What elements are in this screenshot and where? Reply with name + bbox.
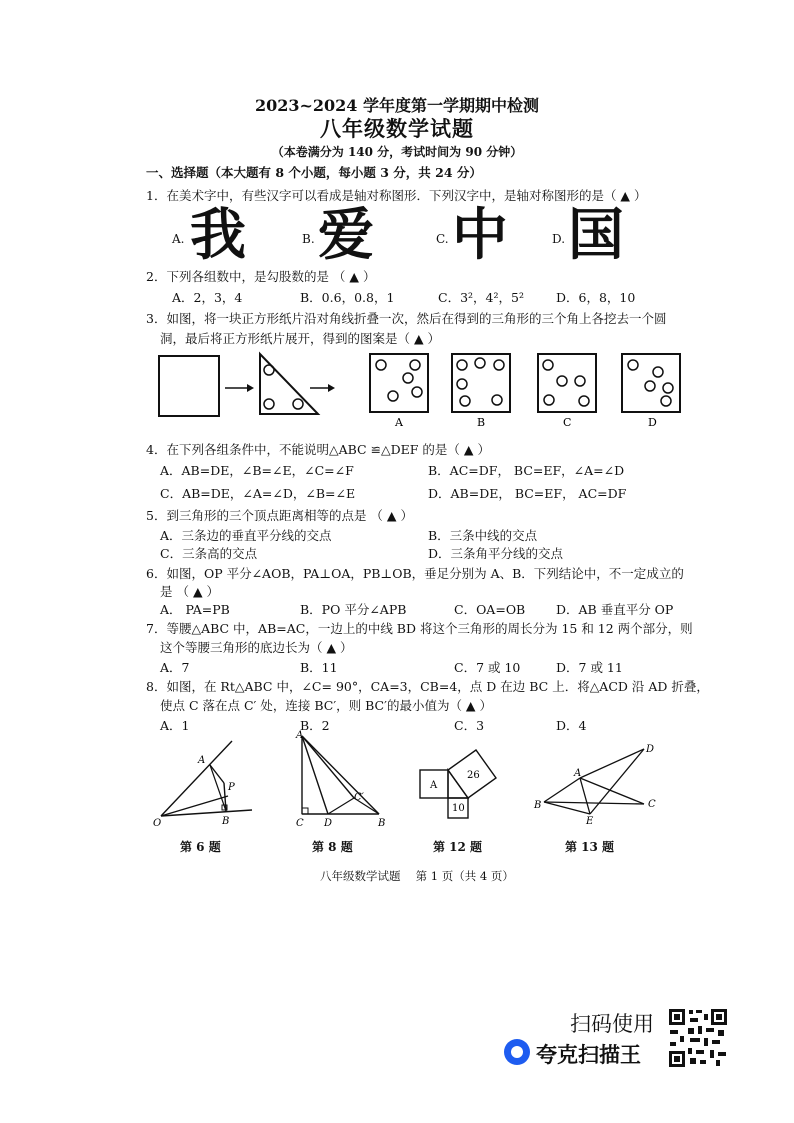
q8-option-a: A．1 [160, 718, 190, 733]
fig13-label-c: C [648, 799, 656, 810]
q4-option-c: C．AB=DE，∠A=∠D，∠B=∠E [160, 486, 356, 501]
q7-option-a: A．7 [160, 660, 190, 675]
q2-option-c: C．3²，4²，5² [438, 290, 524, 305]
q3-option-c-figure [538, 354, 596, 412]
q2-option-b: B．0.6，0.8，1 [300, 290, 395, 305]
arrow-icon [225, 384, 254, 392]
exam-subject: 八年级数学试题 [320, 116, 474, 141]
scanner-label: 扫码使用 [570, 1012, 654, 1036]
figure-8 [292, 728, 392, 830]
q6-option-c: C．OA=OB [454, 602, 526, 617]
q5-option-c: C．三条高的交点 [160, 546, 258, 561]
q1-option-a-letter: A. [172, 232, 185, 246]
q7-line1: 7．等腰△ABC 中，AB=AC，一边上的中线 BD 将这个三角形的周长分为 15 和 12 两个部分，则 [146, 621, 693, 636]
q1-option-b-letter: B. [302, 232, 315, 246]
fig12-label-26: 26 [467, 770, 480, 781]
square-paper-figure [159, 356, 219, 416]
q1-stem: 1．在美术字中，有些汉字可以看成是轴对称图形．下列汉字中，是轴对称图形的是（ ▲ ） [146, 188, 647, 203]
fig6-label-b: B [222, 816, 230, 827]
q3-label-c: C [563, 416, 572, 429]
q3-label-a: A [395, 416, 403, 429]
q5-option-d: D．三条角平分线的交点 [428, 546, 564, 561]
q8-line1: 8．如图，在 Rt△ABC 中，∠C= 90°，CA=3，CB=4，点 D 在边 BC 上．将△ACD 沿 AD 折叠， [146, 679, 709, 694]
q5-option-a: A．三条边的垂直平分线的交点 [160, 528, 332, 543]
qr-code-icon [668, 1008, 728, 1068]
q3-option-b-figure [452, 354, 510, 412]
q6-line2: 是 （ ▲ ） [160, 584, 220, 599]
fig13-caption: 第 13 题 [565, 840, 615, 854]
q1-option-c-letter: C. [436, 232, 449, 246]
scanner-brand: 夸克扫描王 [536, 1043, 641, 1067]
fig8-caption: 第 8 题 [312, 840, 353, 854]
q7-option-c: C．7 或 10 [454, 660, 521, 675]
q4-option-b: B．AC=DF， BC=EF，∠A=∠D [428, 463, 625, 478]
q7-line2: 这个等腰三角形的底边长为（ ▲ ） [160, 640, 353, 655]
q1-option-c-char: 中 [452, 203, 508, 268]
q1-option-b-char: 爱 [318, 203, 374, 268]
q6-line1: 6．如图，OP 平分∠AOB，PA⊥OA，PB⊥OB，垂足分别为 A、B．下列结论中，不一定成立的 [146, 566, 684, 581]
q2-option-d: D．6，8，10 [556, 290, 636, 305]
fig8-label-c: C [296, 818, 304, 829]
q3-option-d-figure [622, 354, 680, 412]
fig6-label-o: O [153, 818, 162, 829]
q2-option-a: A．2，3，4 [172, 290, 243, 305]
q5-option-b: B．三条中线的交点 [428, 528, 538, 543]
q4-option-d: D．AB=DE， BC=EF， AC=DF [428, 486, 627, 501]
q8-option-c: C．3 [454, 718, 485, 733]
q3-label-b: B [477, 416, 486, 429]
fig6-caption: 第 6 题 [180, 840, 221, 854]
fig12-caption: 第 12 题 [433, 840, 483, 854]
q3-line1: 3．如图，将一块正方形纸片沿对角线折叠一次，然后在得到的三角形的三个角上各挖去一个圆 [146, 311, 667, 326]
q2-stem: 2．下列各组数中，是勾股数的是 （ ▲ ） [146, 269, 376, 284]
exam-title: 2023~2024 学年度第一学期期中检测 [254, 96, 540, 115]
page-footer: 八年级数学试题 第 1 页（共 4 页） [320, 869, 514, 883]
q6-option-d: D．AB 垂直平分 OP [556, 602, 674, 617]
q3-figures [150, 348, 690, 430]
q7-option-b: B．11 [300, 660, 338, 675]
q8-line2: 使点 C 落在点 C′ 处，连接 BC′，则 BC′的最小值为（ ▲ ） [160, 698, 493, 713]
fig12-label-a: A [430, 780, 438, 791]
fig13-label-b: B [534, 800, 542, 811]
fig12-label-10: 10 [452, 803, 465, 814]
q6-option-b: B．PO 平分∠APB [300, 602, 407, 617]
q8-option-b: B．2 [300, 718, 330, 733]
exam-note: （本卷满分为 140 分，考试时间为 90 分钟） [271, 145, 523, 159]
fig8-label-d: D [324, 818, 333, 829]
q1-option-d-letter: D. [552, 232, 566, 246]
q3-option-a-figure [370, 354, 428, 412]
q1-option-d-char: 国 [568, 203, 624, 268]
folded-triangle-figure [260, 354, 318, 414]
fig8-label-b: B [378, 818, 386, 829]
q3-label-d: D [648, 416, 657, 429]
fig13-label-a: A [574, 768, 582, 779]
arrow-icon [310, 384, 335, 392]
fig13-label-e: E [586, 816, 594, 826]
q1-option-a-char: 我 [190, 203, 246, 268]
q4-option-a: A．AB=DE，∠B=∠E，∠C=∠F [160, 463, 354, 478]
q3-line2: 洞，最后将正方形纸片展开，得到的图案是（ ▲ ） [160, 331, 441, 346]
fig6-label-a: A [198, 755, 206, 766]
fig8-label-c-prime: C′ [354, 792, 364, 803]
section-heading: 一、选择题（本大题有 8 个小题，每小题 3 分，共 24 分） [146, 165, 482, 180]
fig13-label-d: D [646, 744, 655, 755]
scanner-logo-icon [504, 1039, 530, 1065]
figure-6 [150, 738, 260, 830]
q6-option-a: A． PA=PB [160, 602, 230, 617]
q4-stem: 4．在下列各组条件中，不能说明△ABC ≌△DEF 的是（ ▲ ） [146, 442, 490, 457]
q7-option-d: D．7 或 11 [556, 660, 623, 675]
fig8-label-a: A [296, 730, 304, 741]
q5-stem: 5．到三角形的三个顶点距离相等的点是 （ ▲ ） [146, 508, 413, 523]
q8-option-d: D．4 [556, 718, 587, 733]
fig6-label-p: P [228, 782, 235, 793]
figure-12 [414, 744, 514, 826]
figure-13 [530, 744, 660, 826]
